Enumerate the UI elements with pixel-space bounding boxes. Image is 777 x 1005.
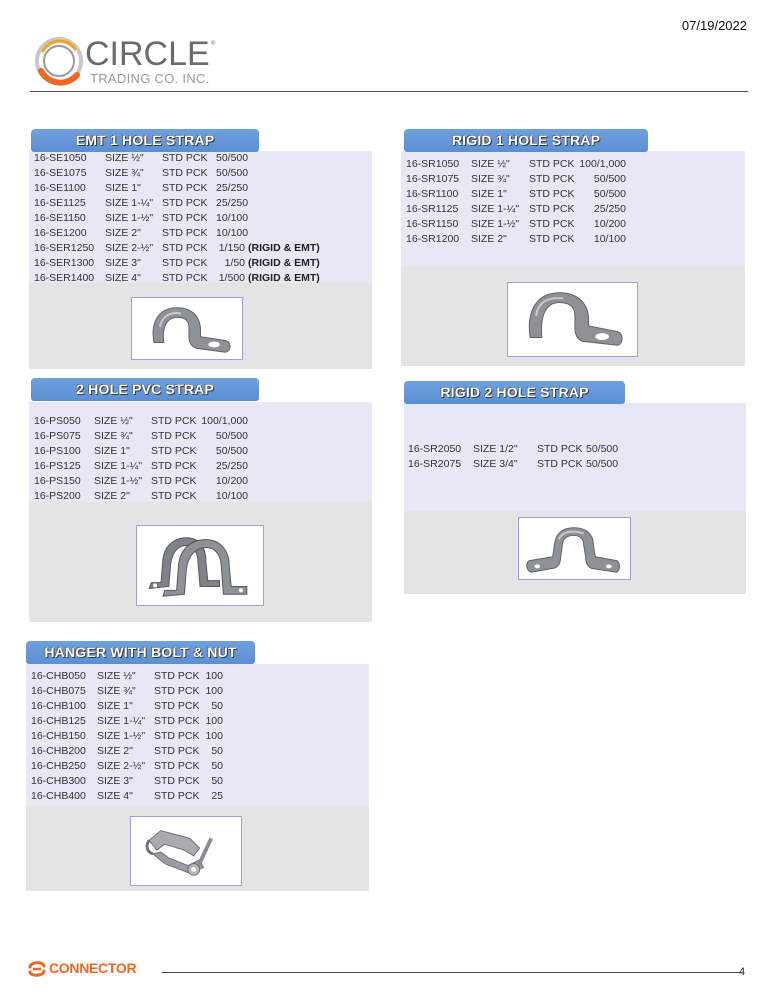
item-pack-qty: 100 <box>205 670 223 682</box>
item-pack-qty: 25 <box>211 790 223 802</box>
item-size: SIZE ½" <box>471 158 510 170</box>
2-hole-pvc-strap-photo <box>136 525 264 606</box>
product-table <box>408 442 738 472</box>
item-size: SIZE 3/4" <box>473 458 518 470</box>
item-size: SIZE 2-½" <box>105 242 154 254</box>
two-hole-pvc-strap-icon <box>137 526 263 605</box>
table-row <box>34 429 364 444</box>
item-pack-qty: 100/1,000 <box>201 415 248 427</box>
item-note: (RIGID & EMT) <box>248 272 320 284</box>
table-row <box>408 442 738 457</box>
item-pack-label: STD PCK <box>162 152 208 164</box>
item-size: SIZE 1-½" <box>471 218 520 230</box>
table-row <box>31 744 361 759</box>
item-size: SIZE ½" <box>97 670 136 682</box>
item-code: 16-SR2050 <box>408 443 462 455</box>
item-size: SIZE 2" <box>97 745 133 757</box>
table-row <box>31 774 361 789</box>
item-size: SIZE 1" <box>105 182 141 194</box>
item-pack-label: STD PCK <box>154 760 200 772</box>
item-code: 16-CHB100 <box>31 700 86 712</box>
item-pack-qty: 50/500 <box>216 167 249 179</box>
item-size: SIZE ¾" <box>97 685 136 697</box>
item-pack-qty: 25/250 <box>215 460 248 472</box>
footer-divider <box>162 972 742 973</box>
item-pack-qty: 50/500 <box>593 173 626 185</box>
rigid-2-hole-strap-photo <box>518 517 631 580</box>
item-size: SIZE 1-½" <box>97 730 146 742</box>
item-pack-label: STD PCK <box>162 257 208 269</box>
item-pack-qty: 10/100 <box>216 212 249 224</box>
item-pack-label: STD PCK <box>151 490 197 502</box>
item-pack-qty: 50 <box>211 775 223 787</box>
item-pack-qty: 100/1,000 <box>579 158 626 170</box>
item-pack-qty: 1/50 <box>224 257 245 269</box>
item-code: 16-SE1150 <box>34 212 86 224</box>
item-pack-qty: 10/200 <box>593 218 626 230</box>
product-table <box>34 414 364 504</box>
table-row <box>34 226 364 241</box>
circle-trading-logo <box>33 33 223 88</box>
item-code: 16-SR1125 <box>406 203 459 215</box>
table-row <box>34 241 364 256</box>
item-pack-label: STD PCK <box>529 188 575 200</box>
item-code: 16-CHB250 <box>31 760 86 772</box>
table-row <box>34 444 364 459</box>
item-code: 16-SR2075 <box>408 458 462 470</box>
logo-registered-mark: ® <box>211 41 216 47</box>
item-pack-qty: 50 <box>211 745 223 757</box>
table-row <box>31 714 361 729</box>
item-pack-qty: 25/250 <box>216 197 249 209</box>
header-divider <box>30 91 748 92</box>
logo-wordmark: CIRCLE <box>85 35 210 73</box>
connector-swirl-icon <box>27 960 47 978</box>
item-code: 16-SR1050 <box>406 158 460 170</box>
item-size: SIZE 1" <box>471 188 507 200</box>
table-row <box>31 759 361 774</box>
emt-1-hole-strap-photo <box>131 297 243 360</box>
item-size: SIZE ½" <box>105 152 144 164</box>
item-pack-label: STD PCK <box>529 173 575 185</box>
item-code: 16-CHB125 <box>31 715 86 727</box>
item-size: SIZE 1-½" <box>105 212 154 224</box>
item-code: 16-SR1075 <box>406 173 460 185</box>
item-code: 16-CHB150 <box>31 730 86 742</box>
table-row <box>406 232 736 247</box>
item-size: SIZE 1-¼" <box>471 203 520 215</box>
table-row <box>34 196 364 211</box>
item-note: (RIGID & EMT) <box>248 257 320 269</box>
section-title: EMT 1 HOLE STRAP <box>31 129 259 152</box>
item-size: SIZE 3" <box>97 775 133 787</box>
item-code: 16-SER1400 <box>34 272 95 284</box>
item-pack-qty: 1/500 <box>218 272 245 284</box>
item-pack-label: STD PCK <box>162 272 208 284</box>
item-pack-label: STD PCK <box>162 167 208 179</box>
table-row <box>31 729 361 744</box>
item-pack-label: STD PCK <box>154 745 200 757</box>
item-pack-qty: 50/500 <box>586 443 619 455</box>
hanger-with-bolt-and-nut-photo <box>130 816 242 886</box>
table-row <box>34 474 364 489</box>
item-code: 16-CHB075 <box>31 685 86 697</box>
item-size: SIZE 2-½" <box>97 760 146 772</box>
item-code: 16-SR1150 <box>406 218 459 230</box>
item-note: (RIGID & EMT) <box>248 242 320 254</box>
item-size: SIZE 4" <box>97 790 133 802</box>
table-row <box>34 459 364 474</box>
item-pack-label: STD PCK <box>162 197 208 209</box>
item-pack-qty: 50/500 <box>215 430 248 442</box>
logo-subtitle: TRADING CO. INC. <box>90 71 210 86</box>
item-pack-label: STD PCK <box>162 227 208 239</box>
item-pack-label: STD PCK <box>154 700 200 712</box>
item-code: 16-CHB050 <box>31 670 86 682</box>
table-row <box>34 151 364 166</box>
table-row <box>406 202 736 217</box>
table-row <box>34 181 364 196</box>
item-pack-label: STD PCK <box>162 212 208 224</box>
section-title: 2 HOLE PVC STRAP <box>31 378 259 401</box>
item-code: 16-PS200 <box>34 490 81 502</box>
connector-brand-logo <box>27 959 157 979</box>
item-pack-qty: 25/250 <box>593 203 626 215</box>
section-title: HANGER WITH BOLT & NUT <box>26 641 255 664</box>
item-pack-label: STD PCK <box>151 445 197 457</box>
item-pack-qty: 50/500 <box>593 188 626 200</box>
item-pack-label: STD PCK <box>154 685 200 697</box>
item-size: SIZE 1-¼" <box>105 197 154 209</box>
page-number: 4 <box>739 966 746 978</box>
item-code: 16-SR1100 <box>406 188 459 200</box>
section-title: RIGID 2 HOLE STRAP <box>404 381 625 404</box>
item-code: 16-SE1125 <box>34 197 86 209</box>
item-code: 16-SE1050 <box>34 152 87 164</box>
item-code: 16-PS075 <box>34 430 81 442</box>
item-code: 16-SR1200 <box>406 233 460 245</box>
item-pack-label: STD PCK <box>154 730 200 742</box>
table-row <box>406 172 736 187</box>
item-size: SIZE 1" <box>94 445 130 457</box>
table-row <box>34 256 364 271</box>
item-pack-label: STD PCK <box>151 415 197 427</box>
item-size: SIZE 2" <box>94 490 130 502</box>
item-pack-label: STD PCK <box>537 458 583 470</box>
item-pack-label: STD PCK <box>529 218 575 230</box>
item-pack-qty: 50 <box>211 760 223 772</box>
item-pack-qty: 25/250 <box>216 182 249 194</box>
item-pack-qty: 100 <box>205 685 223 697</box>
hanger-bolt-nut-icon <box>131 817 241 885</box>
table-row <box>31 684 361 699</box>
item-size: SIZE 1/2" <box>473 443 518 455</box>
table-row <box>408 457 738 472</box>
table-row <box>406 187 736 202</box>
item-pack-label: STD PCK <box>154 775 200 787</box>
item-code: 16-CHB300 <box>31 775 86 787</box>
item-size: SIZE 1-¼" <box>97 715 146 727</box>
item-code: 16-SER1300 <box>34 257 95 269</box>
product-table <box>34 151 364 286</box>
item-pack-label: STD PCK <box>529 203 575 215</box>
table-row <box>31 789 361 804</box>
connector-brand-name: CONNECTOR <box>49 960 137 976</box>
table-row <box>406 157 736 172</box>
item-pack-label: STD PCK <box>529 233 575 245</box>
item-pack-label: STD PCK <box>151 430 197 442</box>
item-pack-label: STD PCK <box>537 443 583 455</box>
circle-ring-logo-icon <box>33 35 85 87</box>
item-size: SIZE ½" <box>94 415 133 427</box>
one-hole-strap-icon <box>508 283 637 356</box>
item-code: 16-SE1100 <box>34 182 86 194</box>
item-pack-label: STD PCK <box>529 158 575 170</box>
item-size: SIZE 1" <box>97 700 133 712</box>
item-code: 16-PS125 <box>34 460 81 472</box>
one-hole-strap-icon <box>132 298 242 359</box>
item-size: SIZE 3" <box>105 257 141 269</box>
item-pack-qty: 50/500 <box>216 152 249 164</box>
document-date: 07/19/2022 <box>681 18 747 33</box>
item-pack-qty: 10/100 <box>215 490 248 502</box>
table-row <box>34 211 364 226</box>
item-size: SIZE 4" <box>105 272 141 284</box>
item-pack-label: STD PCK <box>151 460 197 472</box>
rigid-1-hole-strap-photo <box>507 282 638 357</box>
table-row <box>34 166 364 181</box>
item-size: SIZE 1-¼" <box>94 460 143 472</box>
product-table <box>31 669 361 804</box>
item-code: 16-CHB400 <box>31 790 86 802</box>
item-size: SIZE 2" <box>105 227 141 239</box>
table-row <box>34 271 364 286</box>
item-code: 16-PS100 <box>34 445 81 457</box>
table-row <box>31 669 361 684</box>
item-pack-label: STD PCK <box>151 475 197 487</box>
item-pack-label: STD PCK <box>154 670 200 682</box>
item-code: 16-CHB200 <box>31 745 86 757</box>
table-row <box>34 489 364 504</box>
item-size: SIZE 1-½" <box>94 475 143 487</box>
item-pack-label: STD PCK <box>154 715 200 727</box>
two-hole-strap-icon <box>519 518 630 579</box>
item-size: SIZE 2" <box>471 233 507 245</box>
item-pack-qty: 50 <box>211 700 223 712</box>
product-table <box>406 157 736 247</box>
item-pack-qty: 50/500 <box>586 458 619 470</box>
item-code: 16-PS150 <box>34 475 81 487</box>
section-title: RIGID 1 HOLE STRAP <box>404 129 648 152</box>
item-pack-qty: 10/200 <box>215 475 248 487</box>
table-row <box>31 699 361 714</box>
item-code: 16-SER1250 <box>34 242 95 254</box>
item-pack-label: STD PCK <box>154 790 200 802</box>
item-code: 16-PS050 <box>34 415 81 427</box>
item-size: SIZE ¾" <box>94 430 133 442</box>
item-pack-qty: 100 <box>205 730 223 742</box>
item-code: 16-SE1075 <box>34 167 87 179</box>
item-pack-qty: 10/100 <box>216 227 249 239</box>
item-pack-label: STD PCK <box>162 182 208 194</box>
item-pack-qty: 50/500 <box>215 445 248 457</box>
table-row <box>34 414 364 429</box>
table-row <box>406 217 736 232</box>
item-pack-qty: 10/100 <box>593 233 626 245</box>
item-pack-qty: 1/150 <box>218 242 245 254</box>
item-code: 16-SE1200 <box>34 227 87 239</box>
item-size: SIZE ¾" <box>105 167 144 179</box>
item-pack-qty: 100 <box>205 715 223 727</box>
item-pack-label: STD PCK <box>162 242 208 254</box>
item-size: SIZE ¾" <box>471 173 510 185</box>
